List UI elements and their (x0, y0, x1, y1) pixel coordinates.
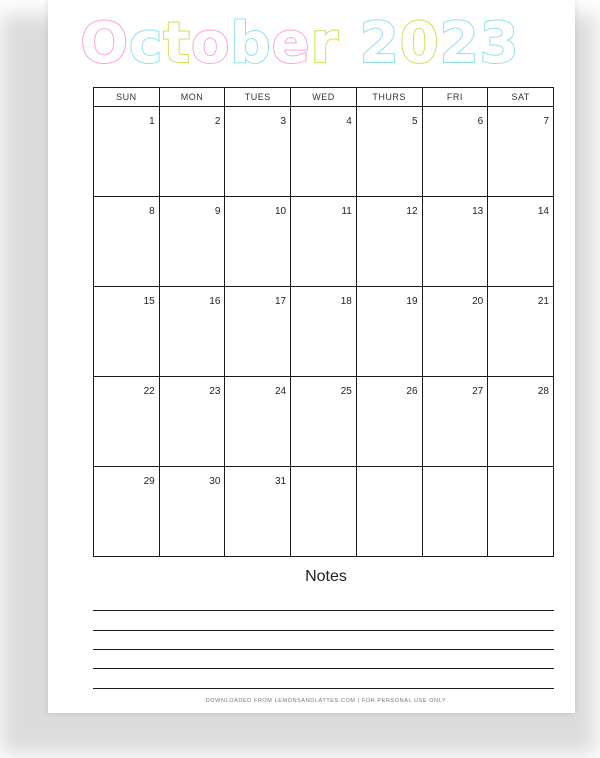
day-cell (159, 287, 225, 377)
day-cell (159, 377, 225, 467)
day-number: 9 (214, 206, 221, 217)
day-cell (291, 467, 357, 557)
weekday-header: THURS (356, 88, 422, 107)
note-line[interactable] (93, 630, 554, 631)
day-number: 24 (274, 386, 287, 397)
weekday-header: WED (291, 88, 357, 107)
weekday-header: SUN (94, 88, 160, 107)
title-letter: 2 (439, 11, 480, 76)
day-cell (225, 377, 291, 467)
week-row (94, 377, 554, 467)
title-letter: o (191, 11, 231, 76)
week-row (94, 107, 554, 197)
day-cell (225, 107, 291, 197)
weekday-header: SAT (488, 88, 554, 107)
day-cell (356, 287, 422, 377)
day-cell (94, 287, 160, 377)
day-cell (422, 107, 488, 197)
week-row (94, 287, 554, 377)
day-number: 17 (274, 296, 287, 307)
title-letter (339, 11, 360, 76)
day-number: 28 (537, 386, 549, 397)
day-number: 20 (472, 296, 484, 307)
day-number: 4 (346, 116, 352, 127)
title-letter: 3 (479, 11, 520, 76)
day-cell (488, 377, 554, 467)
day-number: 5 (411, 116, 418, 127)
day-cell (356, 197, 422, 287)
day-cell (291, 377, 357, 467)
day-cell (291, 287, 357, 377)
day-number: 21 (537, 296, 549, 307)
day-number: 14 (537, 206, 549, 217)
calendar-grid (93, 87, 554, 557)
day-number: 2 (214, 116, 221, 127)
day-cell (488, 467, 554, 557)
day-number: 6 (477, 116, 484, 127)
title-letter: 2 (359, 11, 400, 76)
note-line[interactable] (93, 668, 554, 669)
day-number: 26 (406, 386, 418, 397)
weekday-header: MON (159, 88, 225, 107)
day-number: 10 (274, 206, 287, 217)
footer-credit: DOWNLOADED FROM LEMONSANDLATTES.COM | FOR PERSONAL USE ONLY (205, 698, 447, 704)
title-letter: r (310, 11, 340, 76)
note-line[interactable] (93, 688, 554, 689)
day-number: 7 (543, 116, 549, 127)
day-number: 23 (209, 386, 221, 397)
week-row (94, 467, 554, 557)
day-cell (488, 287, 554, 377)
day-number: 1 (149, 116, 155, 127)
day-cell (488, 107, 554, 197)
title-letter: O (80, 11, 130, 76)
calendar-title (0, 12, 600, 76)
day-cell (94, 197, 160, 287)
notes-heading: Notes (305, 568, 347, 585)
day-cell (159, 197, 225, 287)
day-cell (356, 467, 422, 557)
day-number: 3 (280, 116, 287, 127)
day-cell (356, 107, 422, 197)
day-number: 27 (472, 386, 484, 397)
weekday-header: FRI (422, 88, 488, 107)
day-cell (422, 287, 488, 377)
day-cell (94, 467, 160, 557)
title-letter: b (230, 11, 272, 76)
title-letter: c (129, 11, 164, 76)
day-cell (225, 197, 291, 287)
day-number: 25 (340, 386, 352, 397)
day-number: 8 (149, 206, 155, 217)
note-line[interactable] (93, 649, 554, 650)
week-row (94, 197, 554, 287)
day-number: 18 (340, 296, 352, 307)
day-number: 30 (209, 476, 221, 487)
weekday-header-row (94, 88, 554, 107)
title-letter: t (163, 11, 192, 76)
day-cell (94, 377, 160, 467)
day-number: 29 (143, 476, 155, 487)
title-letter: e (271, 11, 311, 76)
day-cell (422, 197, 488, 287)
day-cell (291, 107, 357, 197)
day-number: 15 (143, 296, 155, 307)
day-cell (225, 467, 291, 557)
day-number: 16 (209, 296, 221, 307)
day-cell (225, 287, 291, 377)
day-cell (159, 467, 225, 557)
day-number: 11 (341, 206, 352, 217)
day-cell (291, 197, 357, 287)
day-cell (488, 197, 554, 287)
day-number: 22 (143, 386, 155, 397)
day-number: 13 (472, 206, 484, 217)
day-cell (94, 107, 160, 197)
day-number: 19 (406, 296, 418, 307)
title-letter: 0 (399, 11, 440, 76)
day-cell (159, 107, 225, 197)
day-number: 12 (406, 206, 418, 217)
day-cell (422, 377, 488, 467)
note-line[interactable] (93, 610, 554, 611)
day-cell (422, 467, 488, 557)
day-cell (356, 377, 422, 467)
day-number: 31 (274, 476, 287, 487)
weekday-header: TUES (225, 88, 291, 107)
